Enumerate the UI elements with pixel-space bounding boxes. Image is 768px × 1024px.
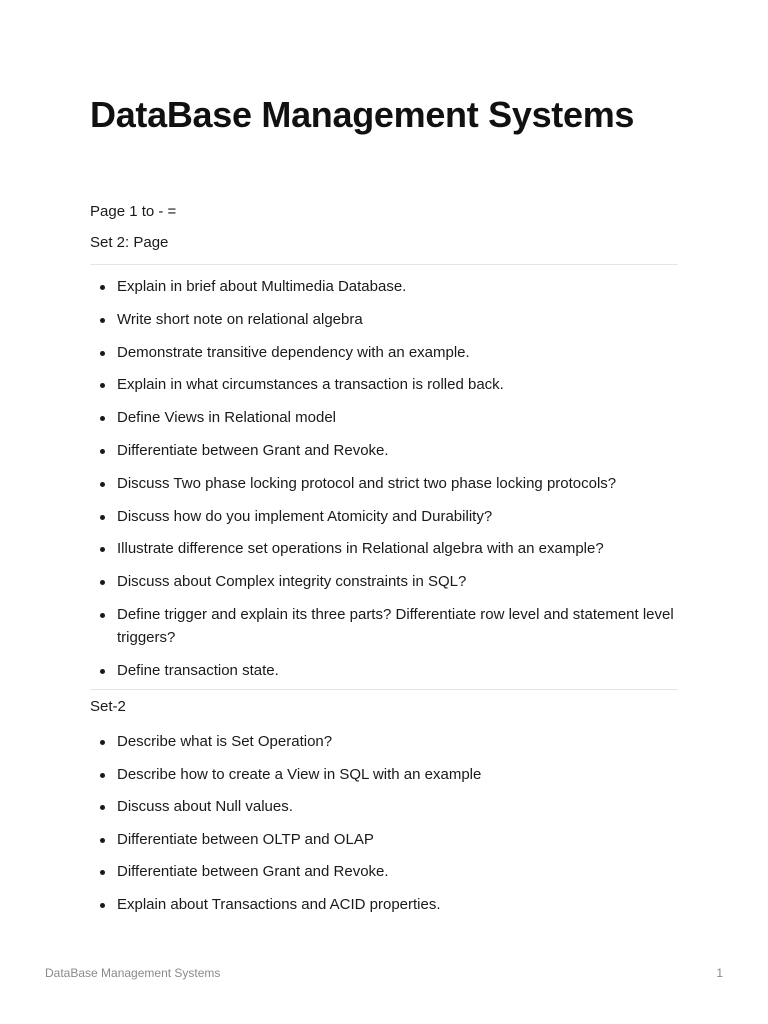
bullet-icon [100,285,105,290]
bullet-icon [100,449,105,454]
list-item [90,659,678,682]
list-item [90,373,678,396]
bullet-icon [100,318,105,323]
set2-question-list [90,730,678,926]
list-item [90,505,678,528]
set-page-text: Set 2: Page [90,234,169,251]
question-text: Write short note on relational algebra [117,310,363,328]
list-item [90,308,678,331]
question-text: Describe what is Set Operation? [117,733,333,750]
question-text: Explain in what circumstances a transaction is rolled back. [117,376,504,394]
bullet-icon [100,515,105,520]
question-text: Discuss Two phase locking protocol and strict two phase locking protocols? [117,474,617,492]
set1-question-list [90,275,678,692]
bullet-icon [100,416,105,421]
list-item [90,763,678,786]
question-text: Explain about Transactions and ACID properties. [117,895,441,913]
list-item [90,439,678,462]
document-title: DataBase Management Systems [90,94,635,135]
question-text: Differentiate between OLTP and OLAP [117,830,374,848]
section-divider [90,689,678,690]
list-item [90,860,678,883]
question-text: Illustrate difference set operations in Relational algebra with an example? [117,540,604,558]
bullet-icon [100,838,105,843]
bullet-icon [100,870,105,875]
bullet-icon [100,383,105,388]
list-item [90,275,678,298]
list-item [90,537,678,560]
question-text: Explain in brief about Multimedia Database. [117,278,407,295]
list-item [90,341,678,364]
list-item [90,730,678,753]
question-text: Differentiate between Grant and Revoke. [117,863,389,881]
bullet-icon [100,613,105,618]
bullet-icon [100,482,105,487]
set2-heading: Set-2 [90,698,126,715]
question-text: Discuss about Complex integrity constraints in SQL? [117,573,467,591]
list-item [90,893,678,916]
question-text: Demonstrate transitive dependency with an example. [117,343,470,361]
question-text: Describe how to create a View in SQL with an example [117,765,482,783]
page-range-text: Page 1 to - = [90,203,177,220]
list-item [90,828,678,851]
bullet-icon [100,740,105,745]
question-text: Discuss about Null values. [117,798,293,816]
bullet-icon [100,669,105,674]
bullet-icon [100,351,105,356]
section-divider [90,264,678,265]
list-item [90,603,678,649]
footer-document-title: DataBase Management Systems [45,966,221,980]
question-text: Define transaction state. [117,661,279,679]
bullet-icon [100,773,105,778]
bullet-icon [100,903,105,908]
question-text: Differentiate between Grant and Revoke. [117,441,389,459]
bullet-icon [100,547,105,552]
list-item [90,795,678,818]
question-text: Discuss how do you implement Atomicity and Durability? [117,507,493,525]
list-item [90,570,678,593]
bullet-icon [100,580,105,585]
question-text: Define Views in Relational model [117,409,337,427]
list-item [90,406,678,429]
footer-page-number: 1 [716,966,723,980]
question-text: Define trigger and explain its three parts? Differentiate row level and statement level triggers? [117,605,674,646]
bullet-icon [100,805,105,810]
list-item [90,472,678,495]
